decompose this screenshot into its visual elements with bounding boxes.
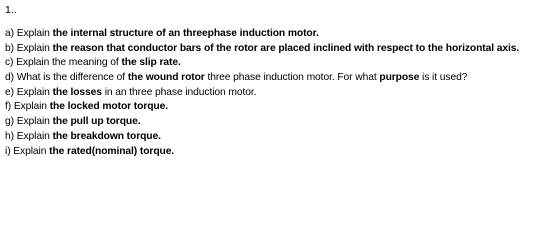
item-text: b) Explain [5,42,53,54]
item-text: a) Explain [5,28,53,39]
question-list [5,27,555,159]
item-bold-text: the wound rotor [127,72,205,84]
item-bold-text: the locked motor torque. [49,101,168,113]
item-bold-text: the pull up torque. [52,116,141,128]
item-text: f) Explain [5,101,50,113]
question-item-a [5,27,555,42]
item-text-middle: three phase induction motor. For what [204,72,380,84]
question-item-i [5,145,555,160]
item-bold-text-2: purpose [379,72,420,84]
item-text: h) Explain [5,130,53,142]
question-item-c [5,56,555,71]
item-text: c) Explain the meaning of [5,57,122,69]
item-bold-text: the internal structure of an threephase induction motor. [52,28,319,39]
question-number: 1.. [5,4,17,16]
item-bold-text: the breakdown torque. [52,130,161,142]
question-item-h [5,130,555,145]
item-text: i) Explain [5,145,50,157]
question-item-e [5,86,555,101]
item-text-suffix: is it used? [419,72,468,84]
question-item-g [5,115,555,130]
item-bold-text: the reason that conductor bars of the rotor are placed inclined with respect to the horizontal axis. [52,42,520,54]
item-bold-text: the slip rate. [121,57,181,69]
item-bold-text: the losses [52,86,102,98]
item-text: e) Explain [5,86,53,98]
item-text: g) Explain [5,116,53,128]
question-item-d [5,71,555,86]
item-text-middle: in an three phase induction motor. [101,86,257,98]
question-item-b [5,42,555,57]
item-text: d) What is the difference of [5,72,128,84]
question-item-f [5,100,555,115]
item-bold-text: the rated(nominal) torque. [49,145,175,157]
